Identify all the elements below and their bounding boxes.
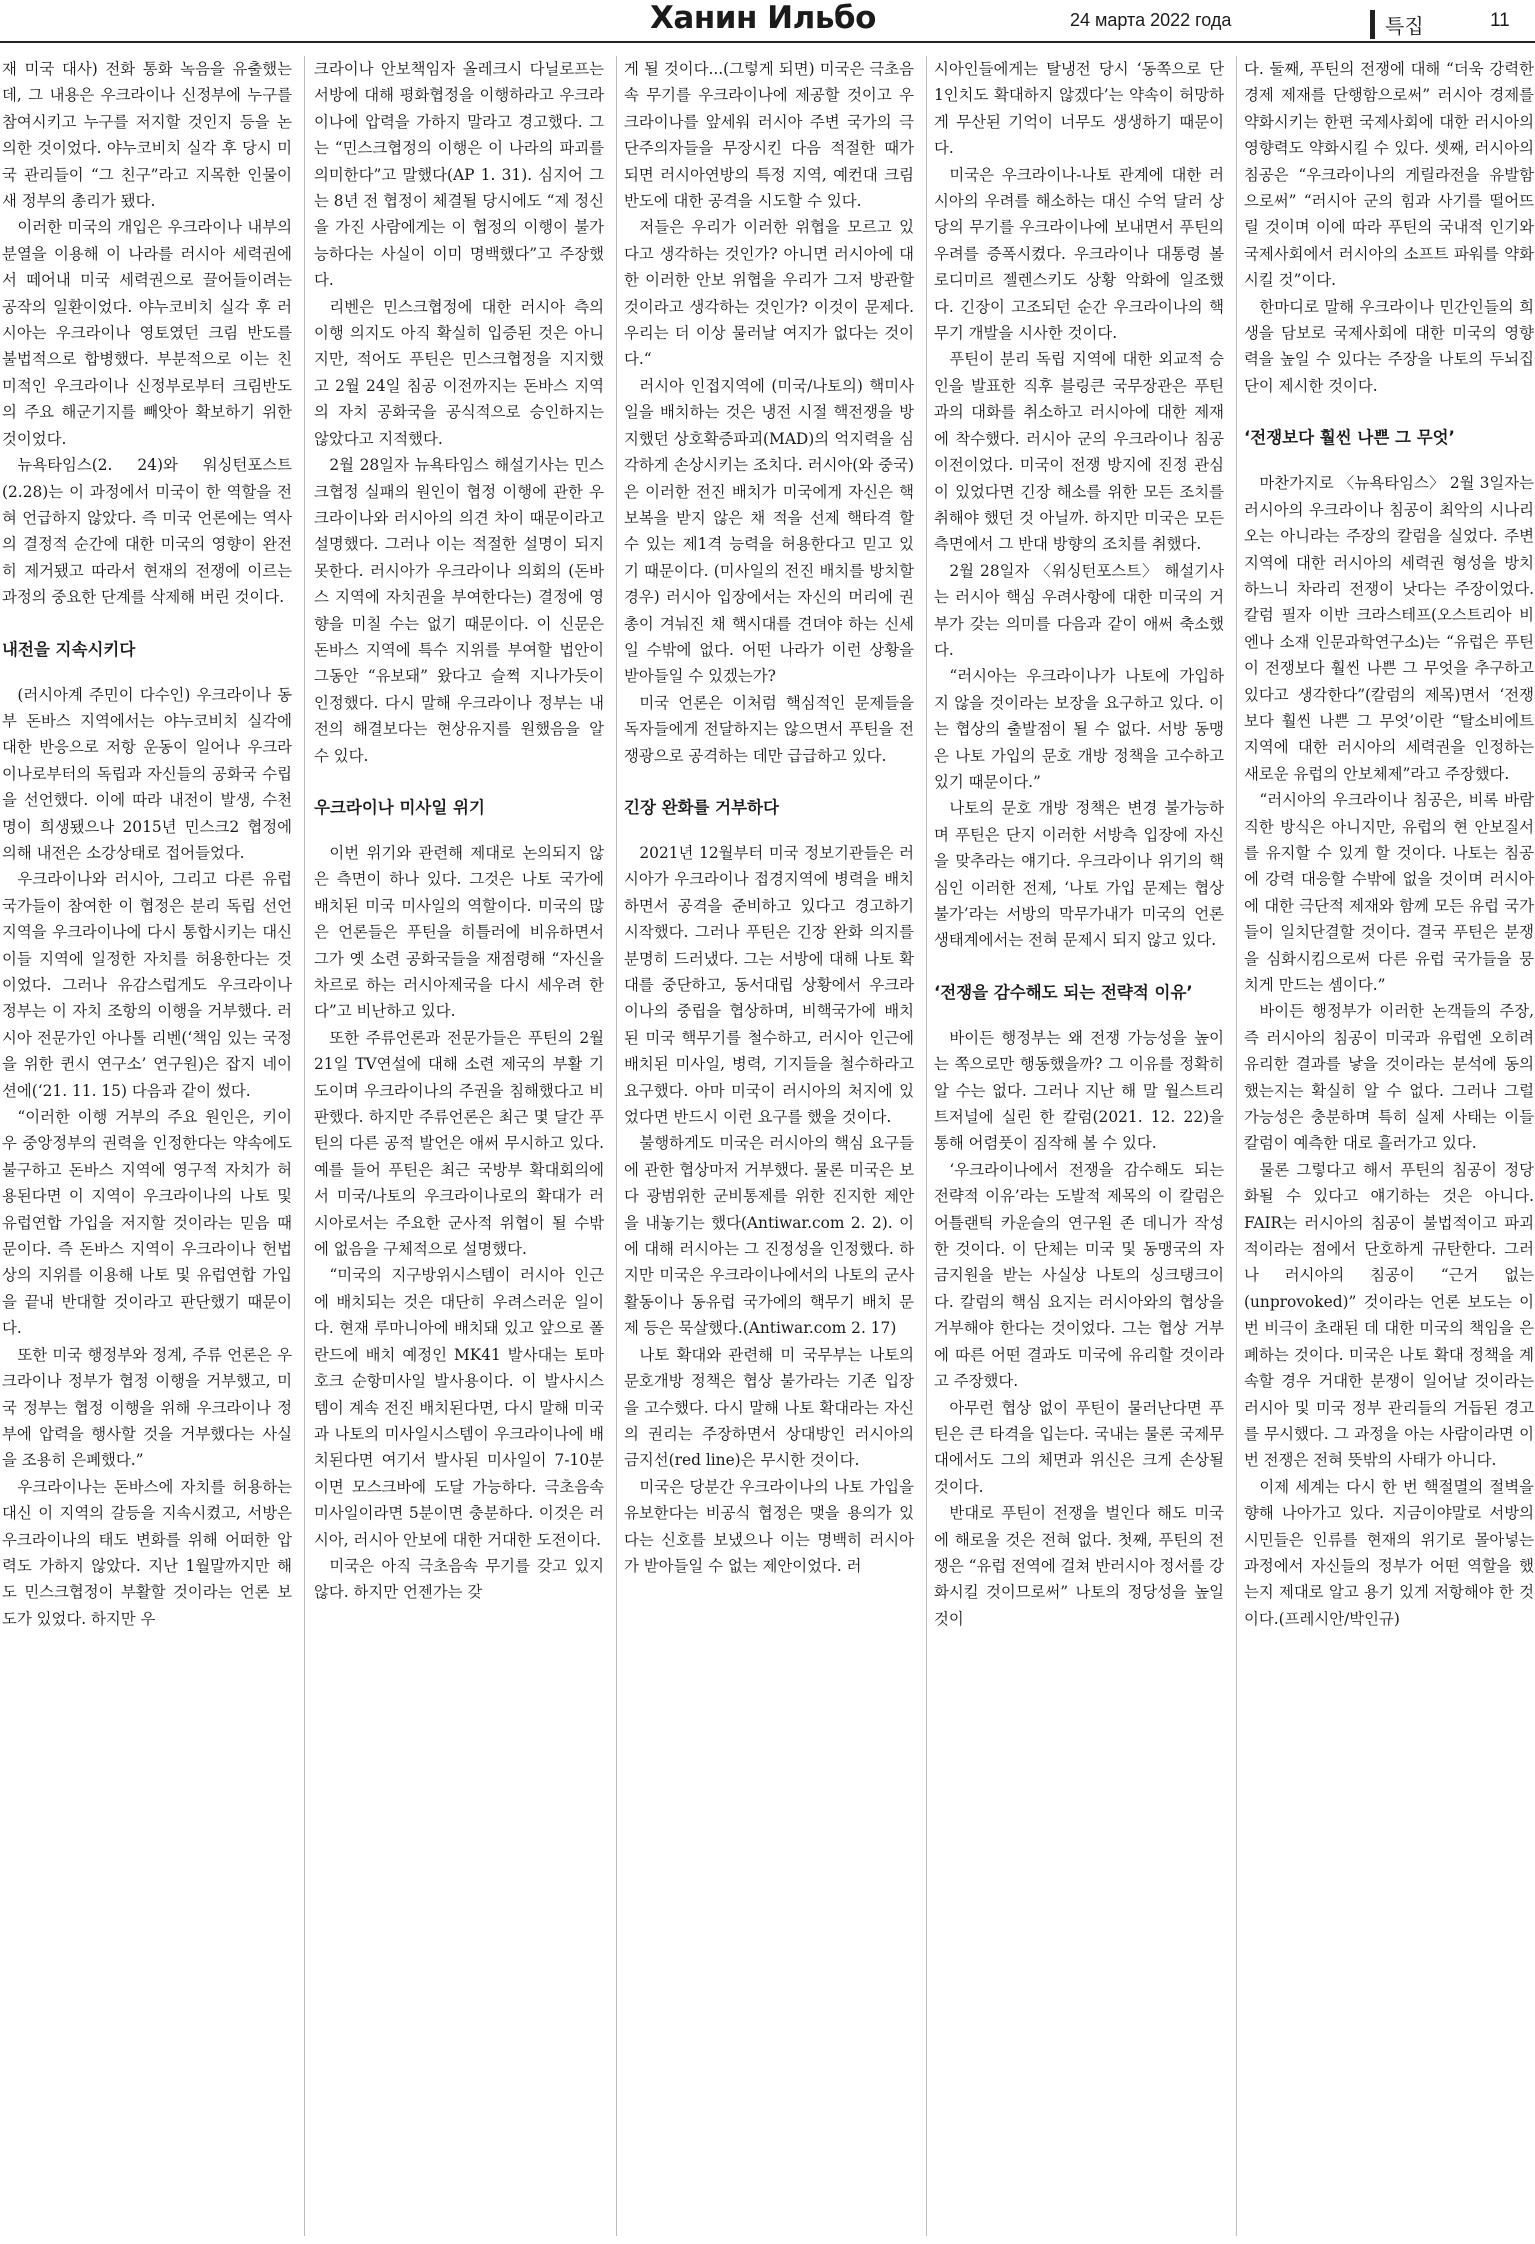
section-heading: 내전을 지속시키다: [2, 639, 136, 659]
article-paragraph: 우크라이나와 러시아, 그리고 다른 유럽 국가들이 참여한 이 협정은 분리 독립 선언지역을 우크라이나에 다시 통합시키는 대신 이들 지역에 일정한 자치를 허용한다는 것이었다. 그러나 유감스럽게도 우크라이나 정부는 이 자치 조항의 이행을 거부했다. 러시아 전문가인 아나톨 리벤(‘책임 있는 국정을 위한 퀸시 연구소’ 연구원)은 잡지 네이션에(‘21. 11. 15) 다음과 같이 썼다.: [2, 870, 292, 1100]
article-paragraph: 재 미국 대사) 전화 통화 녹음을 유출했는데, 그 내용은 우크라이나 신정부에 누구를 참여시키고 누구를 저지할 것인지 등을 논의한 것이었다. 야누코비치 실각 후 당시 미국 관리들이 “그 친구”라고 지목한 인물이 새 정부의 총리가 됐다.: [2, 60, 292, 211]
article-paragraph: 이러한 미국의 개입은 우크라이나 내부의 분열을 이용해 이 나라를 러시아 세력권에서 떼어내 미국 세력권으로 끌어들이려는 공작의 일환이었다. 야누코비치 실각 후 러시아는 우크라이나 영토였던 크림 반도를 불법적으로 합병했다. 부분적으로 이는 친미적인 우크라이나 신정부로부터 크림반도의 주요 해군기지를 빼앗아 확보하기 위한 것이었다.: [2, 218, 292, 448]
article-column-1: [2, 56, 292, 2236]
header-rule: [0, 41, 1535, 43]
article-paragraph: 뉴욕타임스(2. 24)와 워싱턴포스트(2.28)는 이 과정에서 미국이 한 역할을 전혀 언급하지 않았다. 즉 미국 언론에는 역사의 결정적 순간에 대한 미국의 영향이 완전히 제거됐고 따라서 현재의 전쟁에 이르는 과정의 중요한 단계를 삭제해 버린 것이다.: [2, 456, 292, 607]
article-paragraph: 2월 28일자 〈워싱턴포스트〉 해설기사는 러시아 핵심 우려사항에 대한 미국의 거부가 갖는 의미를 다음과 같이 애써 축소했다.: [934, 561, 1224, 659]
article-paragraph: 미국은 우크라이나-나토 관계에 대한 러시아의 우려를 해소하는 대신 수억 달러 상당의 무기를 우크라이나에 보내면서 푸틴의 우려를 증폭시켰다. 우크라이나 대통령 볼로디미르 젤렌스키도 상황 악화에 일조했다. 긴장이 고조되던 순간 우크라이나의 핵무기 개발을 시사한 것이다.: [934, 165, 1224, 343]
column-divider: [926, 56, 927, 2236]
article-paragraph: (러시아계 주민이 다수인) 우크라이나 동부 돈바스 지역에서는 야누코비치 실각에 대한 반응으로 저항 운동이 일어나 우크라이나로부터의 독립과 자신들의 공화국 수립을 선언했다. 이에 따라 내전이 발생, 수천명이 희생됐으나 2015년 민스크2 협정에 의해 내전은 소강상태로 접어들었다.: [2, 685, 292, 862]
article-paragraph: 크라이나 안보책임자 올레크시 다닐로프는 서방에 대해 평화협정을 이행하라고 우크라이나에 압력을 가하지 말라고 경고했다. 그는 “민스크협정의 이행은 이 나라의 파괴를 의미한다”고 말했다(AP 1. 31). 심지어 그는 8년 전 협정이 체결될 당시에도 “제 정신을 가진 사람에게는 이 협정의 이행이 불가능하다는 사실이 이미 명백했다”고 주장했다.: [314, 60, 604, 290]
article-paragraph: 미국 언론은 이처럼 핵심적인 문제들을 독자들에게 전달하지는 않으면서 푸틴을 전쟁광으로 공격하는 데만 급급하고 있다.: [624, 693, 914, 765]
section-heading: ‘전쟁을 감수해도 되는 전략적 이유’: [934, 982, 1193, 1002]
article-paragraph: 불행하게도 미국은 러시아의 핵심 요구들에 관한 협상마저 거부했다. 물론 미국은 보다 광범위한 군비통제를 위한 진지한 제안을 내놓기는 했다(Antiwar.com 2. 2). 이에 대해 러시아는 그 진정성을 인정했다. 하지만 미국은 우크라이나에서의 나토의 군사 활동이나 동유럽 국가에의 핵무기 배치 문제 등은 묵살했다.(Antiwar.com 2. 17): [624, 1134, 914, 1338]
article-column-4: [934, 56, 1224, 2236]
article-paragraph: 미국은 아직 극초음속 무기를 갖고 있지 않다. 하지만 언젠가는 갖: [314, 1556, 604, 1602]
article-paragraph: ‘우크라이나에서 전쟁을 감수해도 되는 전략적 이유’라는 도발적 제목의 이 칼럼은 어틀랜틱 카운슬의 연구원 존 데니가 작성한 것이다. 이 단체는 미국 및 동맹국의 자금지원을 받는 사실상 나토의 싱크탱크이다. 칼럼의 핵심 요지는 러시아와의 협상을 거부해야 한다는 것이었다. 그는 협상 거부에 따른 어떤 결과도 미국에 유리할 것이라고 주장했다.: [934, 1160, 1224, 1391]
section-label: 특집: [1370, 10, 1424, 39]
article-paragraph: 또한 주류언론과 전문가들은 푸틴의 2월 21일 TV연설에 대해 소련 제국의 부활 기도이며 우크라이나의 주권을 침해했다고 비판했다. 하지만 주류언론은 최근 몇 달간 푸틴의 다른 공적 발언은 애써 무시하고 있다. 예를 들어 푸틴은 최근 국방부 확대회의에서 미국/나토의 우크라이나로의 확대가 러시아로서는 주요한 군사적 위협이 될 수밖에 없음을 구체적으로 설명했다.: [314, 1028, 604, 1259]
section-heading: 긴장 완화를 거부하다: [624, 797, 779, 817]
column-divider: [1236, 56, 1237, 2236]
article-paragraph: 푸틴이 분리 독립 지역에 대한 외교적 승인을 발표한 직후 블링큰 국무장관은 푸틴과의 대화를 취소하고 러시아에 대한 제재에 착수했다. 러시아 군의 우크라이나 침공 이전이었다. 미국이 전쟁 방지에 진정 관심이 있었다면 긴장 해소를 위한 모든 조치를 취해야 했던 것 아닐까. 하지만 미국은 모든 측면에서 그 반대 방향의 조치를 취했다.: [934, 350, 1224, 554]
article-paragraph: 또한 미국 행정부와 정계, 주류 언론은 우크라이나 정부가 협정 이행을 거부했고, 미국 정부는 협정 이행을 위해 우크라이나 정부에 압력을 행사할 것을 거부했다는 사실을 조용히 은폐했다.”: [2, 1345, 292, 1470]
article-paragraph: “러시아의 우크라이나 침공은, 비록 바람직한 방식은 아니지만, 유럽의 현 안보질서를 유지할 수 있게 할 것이다. 나토는 침공에 강력 대응할 수밖에 없을 것이며 러시아에 대한 극단적 제재와 함께 모든 유럽 국가들이 일치단결할 것이다. 결국 푸틴은 분쟁을 심화시킴으로써 다른 유럽 국가들을 뭉치게 만드는 셈이다.”: [1244, 791, 1534, 994]
article-paragraph: “이러한 이행 거부의 주요 원인은, 키이우 중앙정부의 권력을 인정한다는 약속에도 불구하고 돈바스 지역에 영구적 자치가 허용된다면 이 지역이 우크라이나의 나토 및 유럽연합 가입을 저지할 것이라는 믿음 때문이다. 즉 돈바스 지역이 우크라이나 헌법상의 지위를 이용해 나토 및 유럽연합 가입을 끝내 반대할 것이라고 판단했기 때문이다.: [2, 1108, 292, 1338]
article-column-3: [624, 56, 914, 2236]
article-paragraph: “미국의 지구방위시스템이 러시아 인근에 배치되는 것은 대단히 우려스러운 일이다. 현재 루마니아에 배치돼 있고 앞으로 폴란드에 배치 예정인 MK41 발사대는 토마호크 순항미사일 발사용이다. 이 발사시스템이 계속 전진 배치된다면, 다시 말해 미국과 나토의 미사일시스템이 우크라이나에 배치된다면 여기서 발사된 미사일이 7-10분이면 모스크바에 도달 가능하다. 극초음속 미사일이라면 5분이면 충분하다. 이것은 러시아, 러시아 안보에 대한 거대한 도전이다.: [314, 1266, 604, 1549]
article-paragraph: 리벤은 민스크협정에 대한 러시아 측의 이행 의지도 아직 확실히 입증된 것은 아니지만, 적어도 푸틴은 민스크협정을 지지했고 2월 24일 침공 이전까지는 돈바스 지역의 자치 공화국을 공식적으로 승인하지는 않았다고 지적했다.: [314, 297, 604, 448]
column-divider: [616, 56, 617, 2236]
article-paragraph: 반대로 푸틴이 전쟁을 벌인다 해도 미국에 해로울 것은 전혀 없다. 첫째, 푸틴의 전쟁은 “유럽 전역에 걸쳐 반러시아 정서를 강화시킬 것이므로써” 나토의 정당성을 높일 것이: [934, 1504, 1224, 1628]
article-paragraph: 우크라이나는 돈바스에 자치를 허용하는 대신 이 지역의 갈등을 지속시켰고, 서방은 우크라이나의 태도 변화를 위해 어떠한 압력도 가하지 않았다. 지난 1월말까지만 해도 민스크협정이 부활할 것이라는 언론 보도가 있었다. 하지만 우: [2, 1477, 292, 1628]
page-number: 11: [1490, 10, 1510, 31]
article-paragraph: 게 될 것이다...(그렇게 되면) 미국은 극초음속 무기를 우크라이나에 제공할 것이고 우크라이나를 앞세워 러시아 주변 국가의 극단주의자들을 무장시킨 다음 적절한 때가 되면 러시아연방의 특정 지역, 예컨대 크림반도에 대한 공격을 시도할 수 있다.: [624, 60, 914, 211]
article-paragraph: 바이든 행정부는 왜 전쟁 가능성을 높이는 쪽으로만 행동했을까? 그 이유를 정확히 알 수는 없다. 그러나 지난 해 말 월스트리트저널에 실린 한 칼럼(2021. 12. 22)을 통해 어렴풋이 짐작해 볼 수 있다.: [934, 1028, 1224, 1153]
article-paragraph: 저들은 우리가 이러한 위협을 모르고 있다고 생각하는 것인가? 아니면 러시아에 대한 이러한 안보 위협을 우리가 그저 방관할 것이라고 생각하는 것인가? 이것이 문제다. 우리는 더 이상 물러날 여지가 없다는 것이다.“: [624, 218, 914, 369]
article-paragraph: 2021년 12월부터 미국 정보기관들은 러시아가 우크라이나 접경지역에 병력을 배치하면서 공격을 준비하고 있다고 경고하기 시작했다. 그러나 푸틴은 긴장 완화 의지를 분명히 드러냈다. 그는 서방에 대해 나토 확대를 중단하고, 동서대립 상황에서 우크라이나의 중립을 협상하며, 비핵국가에 배치된 미국 핵무기를 철수하고, 러시아 인근에 배치된 미사일, 병력, 기지들을 철수하라고 요구했다. 아마 미국이 러시아의 처지에 있었다면 반드시 이런 요구를 했을 것이다.: [624, 843, 914, 1127]
section-heading: 우크라이나 미사일 위기: [314, 797, 485, 817]
page-header: [0, 0, 1535, 46]
article-paragraph: 이번 위기와 관련해 제대로 논의되지 않은 측면이 하나 있다. 그것은 나토 국가에 배치된 미국 미사일의 역할이다. 미국의 많은 언론들은 푸틴을 히틀러에 비유하면서 그가 옛 소련 공화국들을 재점령해 “자신을 차르로 하는 러시아제국을 다시 세우려 한다”고 비난하고 있다.: [314, 843, 604, 1021]
issue-date: 24 марта 2022 года: [1070, 10, 1232, 30]
masthead: Ханин Ильбо: [650, 0, 876, 36]
article-paragraph: 마찬가지로 〈뉴욕타임스〉 2월 3일자는 러시아의 우크라이나 침공이 최악의 시나리오는 아니라는 주장의 칼럼을 실었다. 주변지역에 대한 러시아의 세력권 형성을 방치하느니 차라리 전쟁이 낫다는 주장이었다. 칼럼 필자 이반 크라스테프(오스트리아 비엔나 소재 인문과학연구소)는 “유럽은 푸틴이 전쟁보다 훨씬 나쁜 그 무엇을 추구하고 있다고 생각한다”(칼럼의 제목)면서 ‘전쟁보다 훨씬 나쁜 그 무엇’이란 “탈소비에트 지역에 대한 러시아의 세력권을 인정하는 새로운 유럽의 안보체제”라고 주장했다.: [1244, 474, 1534, 783]
article-paragraph: 시아인들에게는 탈냉전 당시 ‘동쪽으로 단 1인치도 확대하지 않겠다’는 약속이 허망하게 무산된 기억이 너무도 생생하기 때문이다.: [934, 60, 1224, 158]
article-paragraph: 러시아 인접지역에 (미국/나토의) 핵미사일을 배치하는 것은 냉전 시절 핵전쟁을 방지했던 상호확증파괴(MAD)의 억지력을 심각하게 손상시키는 조치다. 러시아(와 중국)은 이러한 전진 배치가 미국에게 자신은 핵보복을 받지 않은 채 적을 선제 핵타격 할 수 있는 제1격 능력을 허용한다고 믿고 있기 때문이다. (미사일의 전진 배치를 방치할 경우) 러시아 입장에서는 자신의 머리에 권총이 겨눠진 채 핵시대를 견뎌야 하는 신세일 수밖에 없다. 어떤 나라가 이런 상황을 받아들일 수 있겠는가?: [624, 376, 914, 686]
article-paragraph: “러시아는 우크라이나가 나토에 가입하지 않을 것이라는 보장을 요구하고 있다. 이는 협상의 출발점이 될 수 없다. 서방 동맹은 나토 가입의 문호 개방 정책을 고수하고 있기 때문이다.”: [934, 667, 1224, 791]
article-paragraph: 미국은 당분간 우크라이나의 나토 가입을 유보한다는 비공식 협정은 맺을 용의가 있다는 신호를 보냈으나 이는 명백히 러시아가 받아들일 수 없는 제안이었다. 러: [624, 1477, 914, 1575]
article-paragraph: 물론 그렇다고 해서 푸틴의 침공이 정당화될 수 있다고 얘기하는 것은 아니다. FAIR는 러시아의 침공이 불법적이고 파괴적이라는 점에서 단호하게 규탄한다. 그러나 러시아의 침공이 “근거 없는(unprovoked)” 것이라는 언론 보도는 이번 비극이 초래된 데 대한 미국의 책임을 은폐하는 것이다. 미국은 나토 확대 정책을 계속할 경우 거대한 분쟁이 일어날 것이라는 러시아 및 미국 정부 관리들의 거듭된 경고를 무시했다. 그 과정을 아는 사람이라면 이번 전쟁은 전혀 뜻밖의 사태가 아니다.: [1244, 1160, 1534, 1470]
article-paragraph: 이제 세계는 다시 한 번 핵절멸의 절벽을 향해 나아가고 있다. 지금이야말로 서방의 시민들은 인류를 현재의 위기로 몰아넣는 과정에서 자신들의 정부가 어떤 역할을 했는지 제대로 알고 용기 있게 저항해야 한 것이다.(프레시안/박인규): [1244, 1477, 1534, 1628]
article-paragraph: 2월 28일자 뉴욕타임스 해설기사는 민스크협정 실패의 원인이 협정 이행에 관한 우크라이나와 러시아의 의견 차이 때문이라고 설명했다. 그러나 이는 적절한 설명이 되지 못한다. 러시아가 우크라이나 의회의 (돈바스 지역에 자치권을 부여한다는) 결정에 영향을 미칠 수는 없기 때문이다. 이 신문은 돈바스 지역에 특수 지위를 부여할 법안이 그동안 “유보돼” 왔다고 슬쩍 지나가듯이 인정했다. 다시 말해 우크라이나 정부는 내전의 해결보다는 현상유지를 원했음을 알 수 있다.: [314, 456, 604, 765]
article-paragraph: 나토의 문호 개방 정책은 변경 불가능하며 푸틴은 단지 이러한 서방측 입장에 자신을 맞추라는 얘기다. 우크라이나 위기의 핵심인 이러한 전제, ‘나토 가입 문제는 협상 불가’라는 서방의 막무가내가 미국의 언론 생태계에서는 전혀 문제시 되지 않고 있다.: [934, 799, 1224, 950]
article-paragraph: 바이든 행정부가 이러한 논객들의 주장, 즉 러시아의 침공이 미국과 유럽엔 오히려 유리한 결과를 낳을 것이라는 분석에 동의했는지는 확실히 알 수 없다. 그러나 그럴 가능성은 충분하며 특히 실제 사태는 이들 칼럼이 예측한 대로 흘러가고 있다.: [1244, 1002, 1534, 1153]
section-heading: ‘전쟁보다 훨씬 나쁜 그 무엇’: [1244, 428, 1455, 448]
article-paragraph: 한마디로 말해 우크라이나 민간인들의 희생을 담보로 국제사회에 대한 미국의 영향력을 높일 수 있다는 주장을 나토의 두뇌집단이 제시한 것이다.: [1244, 297, 1534, 395]
article-paragraph: 아무런 협상 없이 푸틴이 물러난다면 푸틴은 큰 타격을 입는다. 국내는 물론 국제무대에서도 그의 체면과 위신은 크게 손상될 것이다.: [934, 1398, 1224, 1496]
article-column-2: [314, 56, 604, 2236]
article-paragraph: 나토 확대와 관련해 미 국무부는 나토의 문호개방 정책은 협상 불가라는 기존 입장을 고수했다. 다시 말해 나토 확대라는 자신의 권리는 주장하면서 상대방인 러시아의 금지선(red line)은 무시한 것이다.: [624, 1345, 914, 1470]
column-divider: [304, 56, 305, 2236]
article-paragraph: 다. 둘째, 푸틴의 전쟁에 대해 “더욱 강력한 경제 제재를 단행함으로써” 러시아 경제를 약화시키는 한편 국제사회에 대한 러시아의 영향력도 약화시킬 수 있다. 셋째, 러시아의 침공은 “우크라이나의 게릴라전을 유발함으로써” “러시아 군의 힘과 사기를 떨어뜨릴 것이며 이에 따라 푸틴의 국내적 인기와 국제사회에서 러시아의 소프트 파워를 약화시킬 것”이다.: [1244, 60, 1534, 290]
article-column-5: [1244, 56, 1534, 2236]
